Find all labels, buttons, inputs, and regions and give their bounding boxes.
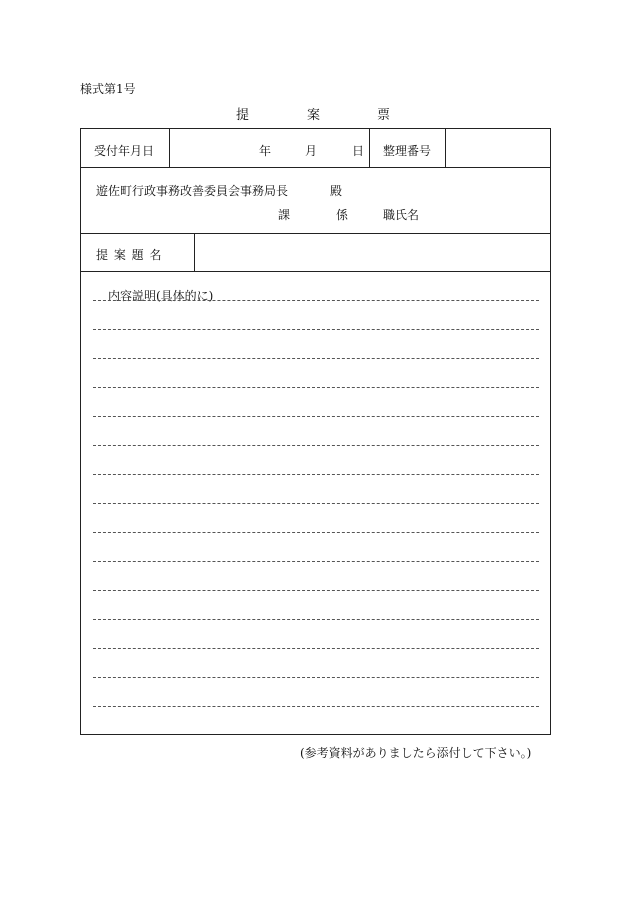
month-label: 月 bbox=[305, 144, 318, 158]
name-title-label: 職氏名 bbox=[383, 208, 420, 222]
ruled-line bbox=[93, 474, 539, 475]
day-label: 日 bbox=[352, 144, 365, 158]
serial-number-field[interactable] bbox=[446, 129, 550, 166]
received-date-label: 受付年月日 bbox=[94, 144, 155, 158]
subject-label: 提 案 題 名 bbox=[96, 248, 163, 262]
ruled-line bbox=[93, 677, 539, 678]
year-label: 年 bbox=[259, 144, 272, 158]
ruled-line bbox=[93, 619, 539, 620]
ruled-line bbox=[93, 561, 539, 562]
ruled-line bbox=[93, 358, 539, 359]
ruled-line bbox=[93, 416, 539, 417]
recipient-text: 遊佐町行政事務改善委員会事務局長 bbox=[96, 184, 289, 198]
ruled-line bbox=[93, 706, 539, 707]
subject-field[interactable] bbox=[195, 234, 550, 270]
description-label: 内容説明(具体的に) bbox=[108, 289, 214, 303]
ruled-line bbox=[93, 300, 539, 301]
serial-number-label: 整理番号 bbox=[383, 144, 432, 158]
column-divider bbox=[369, 128, 370, 167]
footer-note: (参考資料がありましたら添付して下さい。) bbox=[300, 746, 532, 760]
title-char-1: 提 bbox=[236, 108, 250, 123]
ruled-line bbox=[93, 590, 539, 591]
ruled-line bbox=[93, 445, 539, 446]
honorific-text: 殿 bbox=[330, 184, 343, 198]
ruled-line bbox=[93, 532, 539, 533]
column-divider bbox=[169, 128, 170, 167]
ruled-line bbox=[93, 387, 539, 388]
row-divider bbox=[80, 167, 551, 168]
ruled-line bbox=[93, 329, 539, 330]
section-label: 課 bbox=[278, 208, 291, 222]
title-char-3: 票 bbox=[377, 108, 391, 123]
title-char-2: 案 bbox=[307, 108, 321, 123]
ruled-line bbox=[93, 648, 539, 649]
form-number: 様式第1号 bbox=[80, 82, 136, 96]
ruled-line bbox=[93, 503, 539, 504]
unit-label: 係 bbox=[336, 208, 349, 222]
